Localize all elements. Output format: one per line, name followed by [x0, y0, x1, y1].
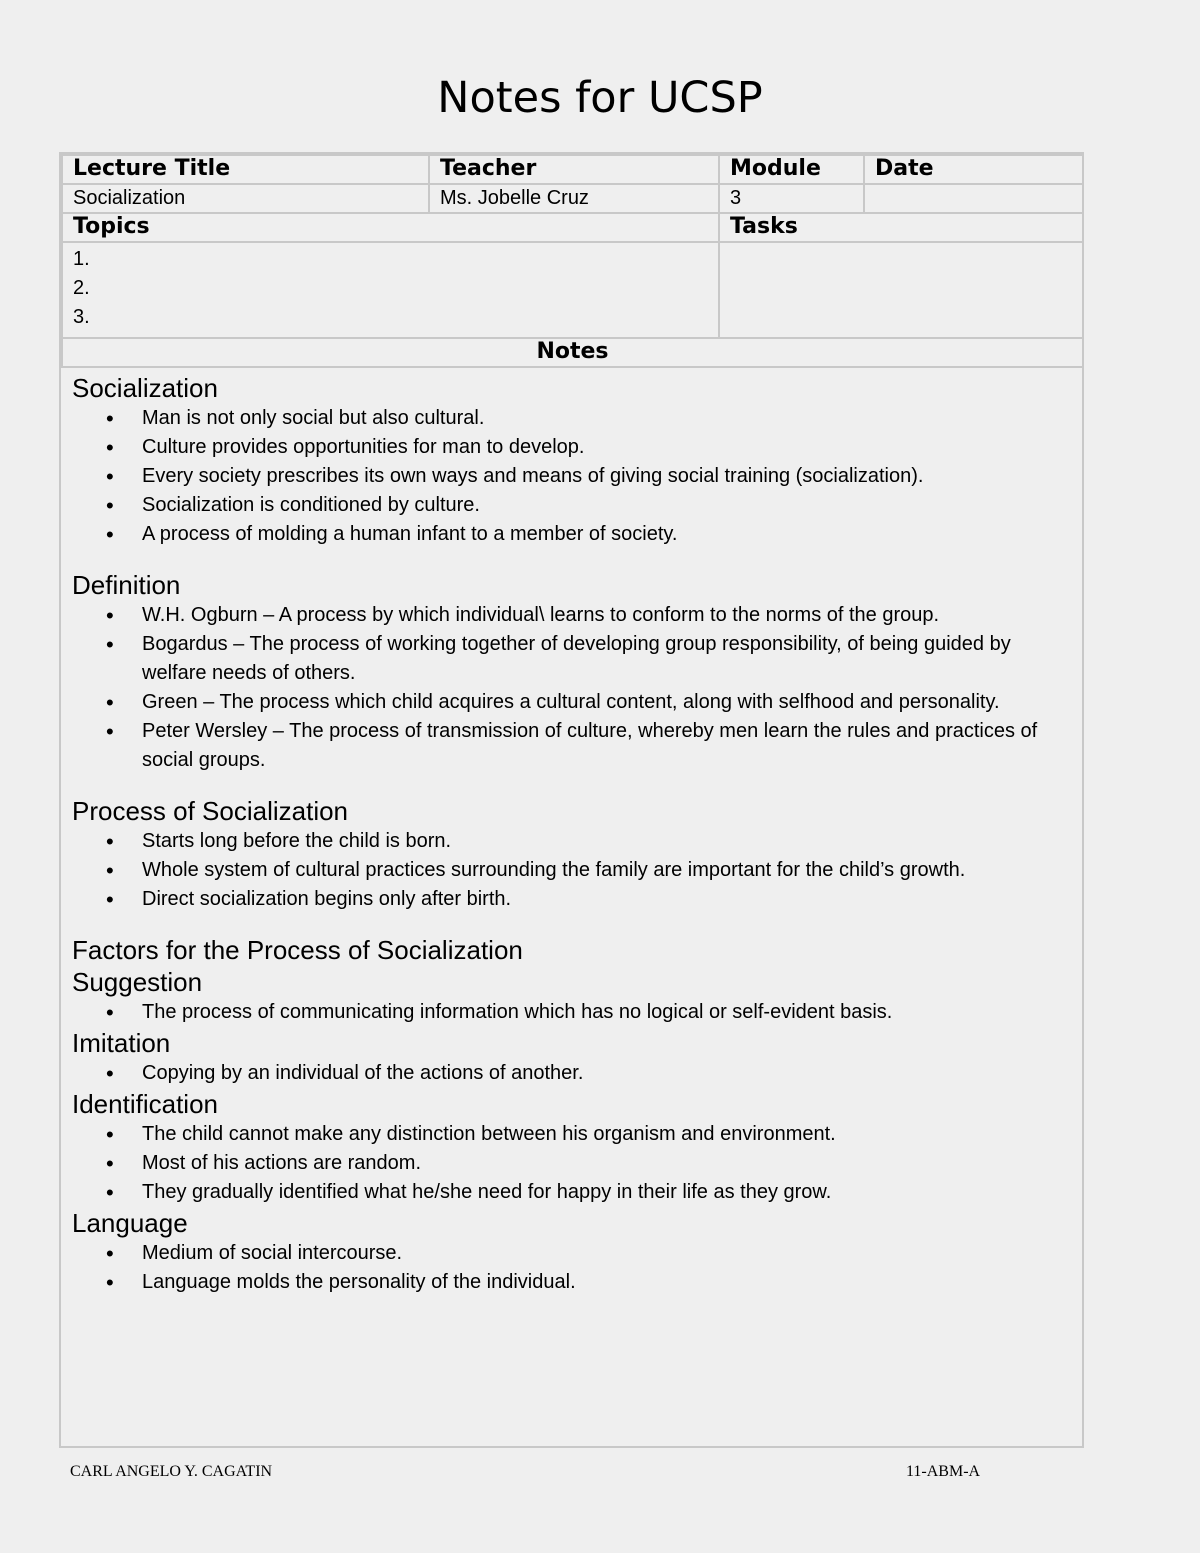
list-item: • Copying by an individual of the actions of another. — [142, 1059, 1072, 1088]
list-item: • Language molds the personality of the individual. — [142, 1268, 1072, 1297]
list-item: • They gradually identified what he/she need for happy in their life as they grow. — [142, 1178, 1072, 1207]
list-item: • Man is not only social but also cultural. — [142, 404, 1072, 433]
list-item: • A process of molding a human infant to a member of society. — [142, 520, 1072, 549]
lecture-title-label: Lecture Title — [62, 155, 429, 184]
date-label: Date — [864, 155, 1083, 184]
section-heading: Process of Socialization — [72, 796, 349, 826]
section-heading: Factors for the Process of Socialization — [72, 935, 523, 965]
module-value: 3 — [719, 184, 864, 213]
bullet-list — [72, 827, 1072, 914]
lecture-info-table — [61, 154, 1084, 368]
list-item: • Culture provides opportunities for man to develop. — [142, 433, 1072, 462]
bullet-list — [72, 1059, 1072, 1088]
list-item: • Whole system of cultural practices surrounding the family are important for the child’s growth. — [142, 856, 1072, 885]
list-item: • The process of communicating information which has no logical or self-evident basis. — [142, 998, 1072, 1027]
module-label: Module — [719, 155, 864, 184]
bullet-list — [72, 1120, 1072, 1207]
list-item: • W.H. Ogburn – A process by which individual\ learns to conform to the norms of the group. — [142, 601, 1072, 630]
date-value — [864, 184, 1083, 213]
subsection-heading: Suggestion — [72, 967, 203, 997]
topics-label: Topics — [62, 213, 719, 242]
tasks-label: Tasks — [719, 213, 1083, 242]
list-item: • Starts long before the child is born. — [142, 827, 1072, 856]
teacher-label: Teacher — [429, 155, 719, 184]
footer-section: 11-ABM-A — [906, 1463, 981, 1480]
notes-body — [61, 368, 1082, 1297]
section-heading: Definition — [72, 570, 181, 600]
lecture-title-value: Socialization — [62, 184, 429, 213]
subsection-heading: Imitation — [72, 1028, 171, 1058]
list-item: • Green – The process which child acquires a cultural content, along with selfhood and personality. — [142, 688, 1072, 717]
subsection-heading: Identification — [72, 1089, 218, 1119]
notes-label: Notes — [62, 338, 1083, 367]
list-item: • Peter Wersley – The process of transmission of culture, whereby men learn the rules and practices of social groups. — [142, 717, 1072, 775]
footer-author: CARL ANGELO Y. CAGATIN — [70, 1463, 273, 1480]
teacher-value: Ms. Jobelle Cruz — [429, 184, 719, 213]
list-item: • Medium of social intercourse. — [142, 1239, 1072, 1268]
section-heading: Socialization — [72, 373, 218, 403]
page-title: Notes for UCSP — [437, 73, 763, 123]
list-item: • Direct socialization begins only after birth. — [142, 885, 1072, 914]
list-item: • The child cannot make any distinction between his organism and environment. — [142, 1120, 1072, 1149]
bullet-list — [72, 404, 1072, 549]
bullet-list — [72, 601, 1072, 775]
notes-sheet — [59, 152, 1084, 1448]
list-item: • Socialization is conditioned by culture. — [142, 491, 1072, 520]
topic-item: 2. — [73, 277, 90, 299]
topic-item: 3. — [73, 306, 90, 328]
list-item: • Most of his actions are random. — [142, 1149, 1072, 1178]
list-item: • Every society prescribes its own ways and means of giving social training (socialization). — [142, 462, 1072, 491]
topics-list — [62, 242, 719, 338]
bullet-list — [72, 998, 1072, 1027]
topic-item: 1. — [73, 248, 90, 270]
subsection-heading: Language — [72, 1208, 188, 1238]
tasks-area — [719, 242, 1083, 338]
list-item: • Bogardus – The process of working together of developing group responsibility, of being guided by welfare needs of others. — [142, 630, 1072, 688]
bullet-list — [72, 1239, 1072, 1297]
